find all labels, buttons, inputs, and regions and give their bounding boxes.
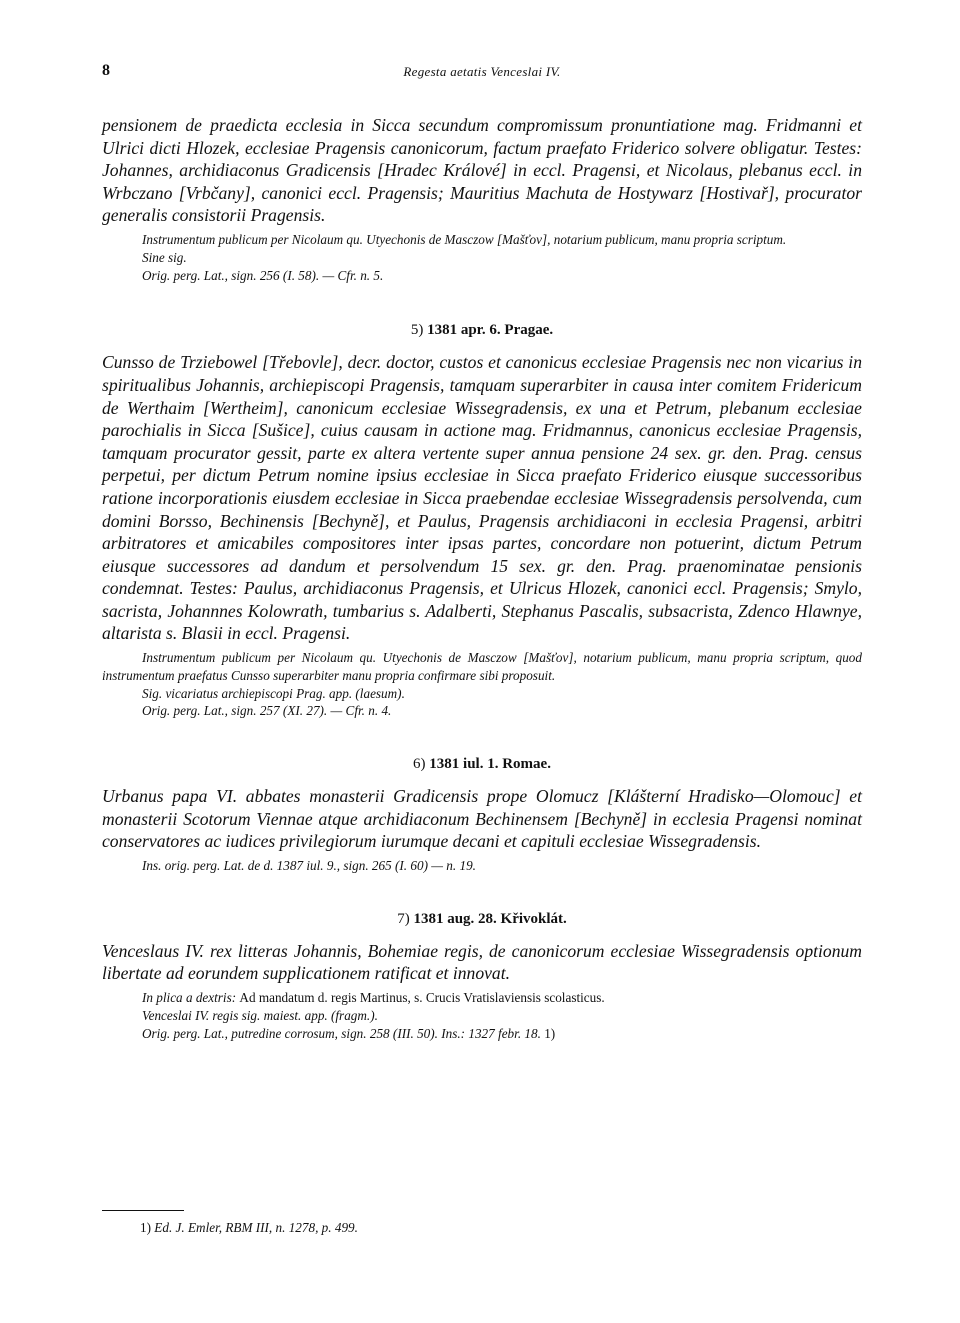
entry-text-7: Venceslaus IV. rex litteras Johannis, Bohemiae regis, de canonicorum ecclesiae Wissegradensis optionum libertate ad eorundem supplicationem ratificat et innovat. [102,940,862,984]
footnote-separator [102,1210,184,1211]
entry-text-6: Urbanus papa VI. abbates monasterii Gradicensis prope Olomucz [Klášterní Hradisko—Olomouc] et monasterii Scotorum Viennae atque archidiaconum Bechinensem [Bechyně] in ecclesia Pragensi nominat conservatores ac iudices privilegiorum iurumque decani et capituli ecclesiae Wissegradensis. [102,786,862,852]
plica-text: Ad mandatum d. regis Martinus, s. Crucis Vratislaviensis scolasticus. [239,990,605,1006]
plica-label: In plica a dextris: [142,990,237,1006]
page-number: 8 [102,62,110,79]
note-instrument: Instrumentum publicum per Nicolaum qu. Utyechonis de Masczow [Mašťov], notarium publicum, manu propria scriptum, quod instrumentum praefatus Cunsso superarbiter manu propria confirmare sibi proposuit. [102,650,862,683]
entry-heading-6 [102,756,862,773]
running-header [102,62,862,86]
entry-number: 5) [410,322,424,339]
entry-heading-5 [102,322,862,339]
note-original: Ins. orig. perg. Lat. de d. 1387 iul. 9., sign. 265 (I. 60) — n. 19. [142,858,476,874]
footnote-mark: 1) [140,1220,151,1235]
continuation-text: pensionem de praedicta ecclesia in Sicca secundum compromissum pronuntiatione mag. Fridmanni et Ulrici dicti Hlozek, ecclesiae Pragensis canonicorum, factum praefato Friderico solvere obligatur. Testes: Johannes, archidiaconus Gradicensis [Hradec Králové] in eccl. Pragensi, et Nicolaus, plebanus eccl. in Wrbczano [Vrbčany], canonici eccl. Pragensis; Mauritius Machuta de Hostywarz [Hostivař], procurator generalis consistorii Pragensis. [102,115,862,226]
note-seal: Venceslai IV. regis sig. maiest. app. (fragm.). [142,1007,378,1023]
footnote [140,1220,358,1236]
entry-date: 1381 apr. 6. Pragae. [427,322,554,339]
entry-notes-5 [102,649,862,720]
footnote-ref: 1) [544,1025,556,1041]
note-seal: Sig. vicariatus archiepiscopi Prag. app. (laesum). [142,685,405,701]
running-title: Regesta aetatis Venceslai IV. [403,64,561,79]
note-original [102,1025,862,1043]
entry-text-5: Cunsso de Trziebowel [Třebovle], decr. doctor, custos et canonicus ecclesiae Pragensis nec non vicarius in spiritualibus Johannis, archiepiscopi Pragensis, tamquam superarbiter in causa inter comitem Fridericum de Werthaim [Wertheim], canonicum ecclesiae Wissegradensis, ex una et Petrum, plebanum ecclesiae parochialis in Sicca [Sušice], cuius causam in actione mag. Fridmannus, canonicus ecclesiae Pragensis, tamquam procurator gessit, parte ex altera vertente super annua pensione 24 sex. gr. den. Prag. census perpetui, per dictum Petrum nomine ipsius ecclesiae in Sicca praefato Friderico eiusque successoribus ratione incorporationis eiusdem ecclesiae in Sicca praebendae ecclesiae Wissegradensis persolvenda, cum domini Borsso, Bechinensis [Bechyně], et Paulus, Pragensis archidiaconi in ecclesia Pragensi, arbitri arbitratores et amicabiles compositores inter ipsas partes, concordare non potuerint, dictum Petrum eiusque successores ad dandum et persolvendum 15 sex. gr. den. Prag. praenominatae pensionis condemnat. Testes: Paulus, archidiaconus Pragensis, et Ulricus Hlozek, canonici eccl. Pragensis; Smylo, sacrista, Johannnes Kolowrath, tumbarius s. Adalberti, Stephanus Pascalis, subsacrista, Zdenco Hlawnye, altarista s. Blasii in eccl. Pragensi. [102,352,862,644]
entry-notes-6 [102,857,862,875]
note-seal: Sine sig. [142,249,187,265]
entry-heading-7 [102,911,862,928]
footnote-text: Ed. J. Emler, RBM III, n. 1278, p. 499. [154,1220,358,1235]
entry-number: 6) [413,756,426,773]
note-instrument: Instrumentum publicum per Nicolaum qu. Utyechonis de Masczow [Mašťov], notarium publicum, manu propria scriptum. [142,231,787,247]
note-plica [102,989,862,1007]
continuation-notes [102,231,862,284]
page [102,62,862,1042]
note-original: Orig. perg. Lat., sign. 257 (XI. 27). — Cfr. n. 4. [142,703,392,719]
entry-notes-7 [102,989,862,1042]
entry-date: 1381 aug. 28. Křivoklát. [413,910,567,927]
note-original-text: Orig. perg. Lat., putredine corrosum, sign. 258 (III. 50). Ins.: 1327 febr. 18. [142,1025,541,1041]
note-original: Orig. perg. Lat., sign. 256 (I. 58). — Cfr. n. 5. [142,267,384,283]
entry-number: 7) [397,910,410,927]
entry-date: 1381 iul. 1. Romae. [429,756,551,773]
